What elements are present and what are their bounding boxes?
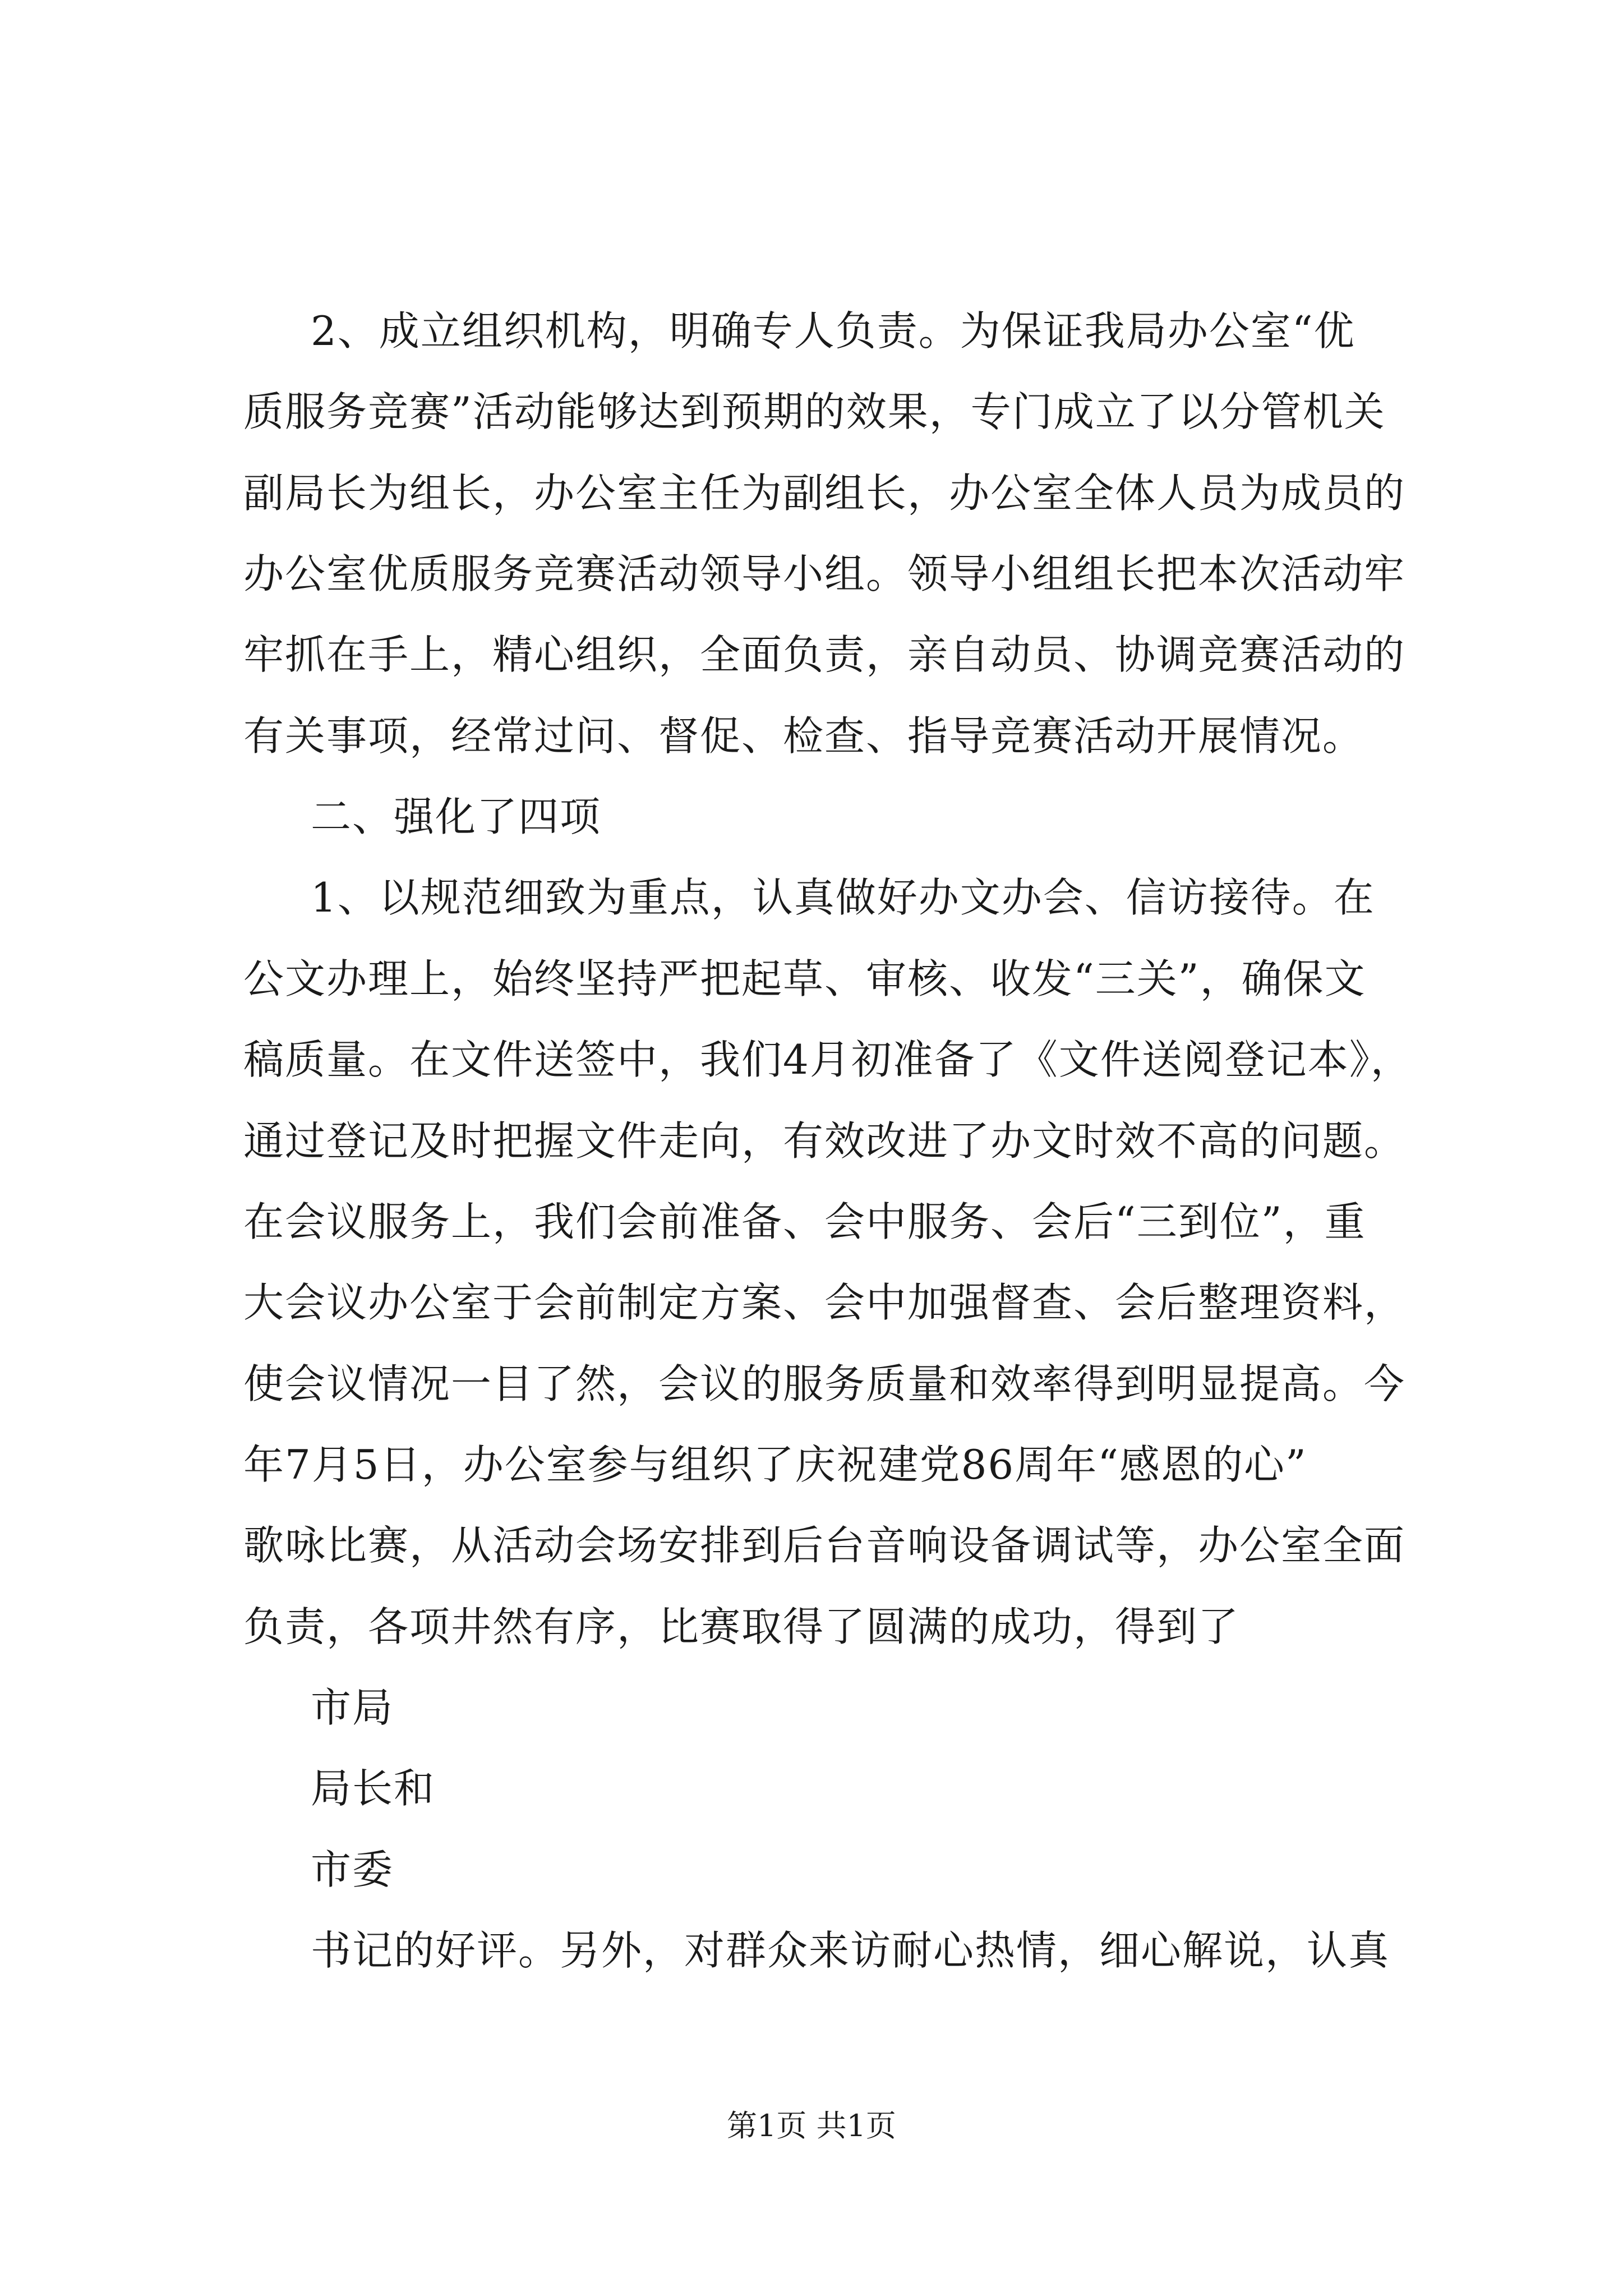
paragraph-line: 使会议情况一目了然，会议的服务质量和效率得到明显提高。今: [243, 1360, 1406, 1407]
paragraph-line: 公文办理上，始终坚持严把起草、审核、收发“三关”，确保文: [243, 955, 1366, 1002]
paragraph-line: 书记的好评。另外，对群众来访耐心热情，细心解说，认真: [311, 1927, 1390, 1974]
paragraph-line: 1、以规范细致为重点，认真做好办文办会、信访接待。在: [311, 874, 1375, 921]
paragraph-line: 负责，各项井然有序，比赛取得了圆满的成功，得到了: [243, 1603, 1240, 1650]
paragraph-line: 市局: [311, 1684, 394, 1731]
paragraph-line: 有关事项，经常过问、督促、检查、指导竞赛活动开展情况。: [243, 712, 1364, 760]
paragraph-line: 稿质量。在文件送签中，我们4月初准备了《文件送阅登记本》，: [243, 1036, 1412, 1083]
paragraph-line: 大会议办公室于会前制定方案、会中加强督查、会后整理资料，: [243, 1279, 1406, 1326]
paragraph-line: 在会议服务上，我们会前准备、会中服务、会后“三到位”，重: [243, 1198, 1366, 1245]
paragraph-line: 歌咏比赛，从活动会场安排到后台音响设备调试等，办公室全面: [243, 1522, 1406, 1569]
page-number-footer: 第1页 共1页: [727, 2108, 896, 2143]
paragraph-line: 年7月5日，办公室参与组织了庆祝建党86周年“感恩的心”: [243, 1441, 1307, 1488]
paragraph-line: 牢抓在手上，精心组织，全面负责，亲自动员、协调竞赛活动的: [243, 631, 1406, 678]
paragraph-line: 通过登记及时把握文件走向，有效改进了办文时效不高的问题。: [243, 1117, 1406, 1165]
paragraph-line: 市委: [311, 1846, 394, 1893]
paragraph-line: 办公室优质服务竞赛活动领导小组。领导小组组长把本次活动牢: [243, 550, 1406, 597]
section-heading: 二、强化了四项: [311, 793, 602, 840]
paragraph-line: 2、成立组织机构，明确专人负责。为保证我局办公室“优: [311, 307, 1355, 355]
paragraph-line: 副局长为组长，办公室主任为副组长，办公室全体人员为成员的: [243, 470, 1406, 517]
paragraph-line: 质服务竞赛”活动能够达到预期的效果，专门成立了以分管机关: [243, 388, 1386, 435]
paragraph-line: 局长和: [311, 1765, 436, 1812]
